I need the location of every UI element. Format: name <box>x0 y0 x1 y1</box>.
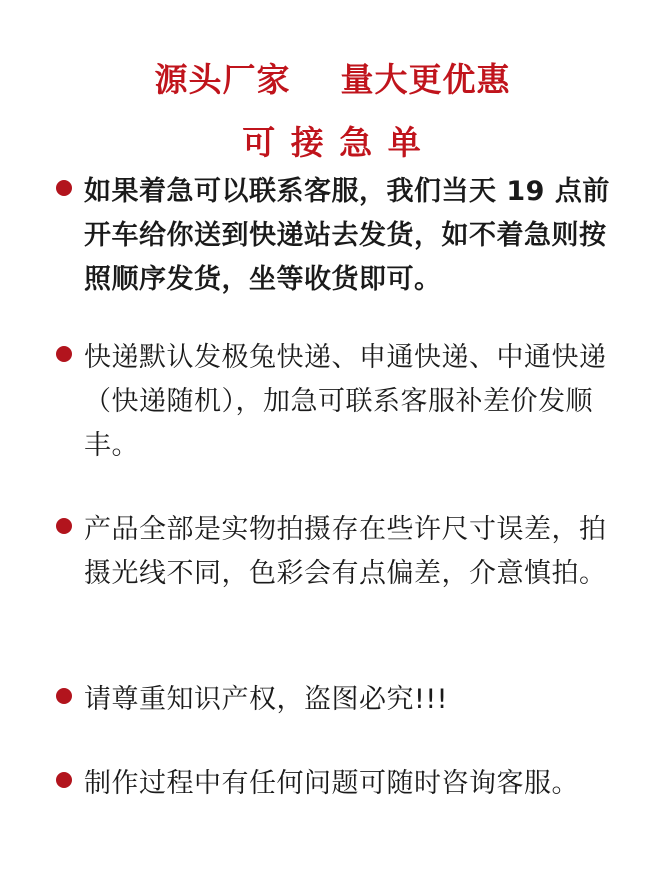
list-item-text: 如果着急可以联系客服，我们当天 19 点前开车给你送到快递站去发货，如不着急则按照顺序发货，坐等收货即可。 <box>84 176 610 295</box>
list-item-text: 请尊重知识产权，盗图必究!!! <box>84 684 448 715</box>
list-item-text: 制作过程中有任何问题可随时咨询客服。 <box>84 768 579 799</box>
list-item-text: 快递默认发极兔快递、申通快递、中通快递（快递随机），加急可联系客服补差价发顺丰。 <box>84 342 607 461</box>
list-item-text: 产品全部是实物拍摄存在些许尺寸误差，拍摄光线不同，色彩会有点偏差，介意慎拍。 <box>84 514 607 589</box>
heading-line-1: 源头厂家 量大更优惠 <box>154 60 511 99</box>
heading-line-2: 可 接 急 单 <box>242 123 423 162</box>
bullet-dot-icon <box>56 518 72 534</box>
bullet-dot-icon <box>56 688 72 704</box>
bullet-dot-icon <box>56 346 72 362</box>
bullet-dot-icon <box>56 772 72 788</box>
bullet-dot-icon <box>56 180 72 196</box>
